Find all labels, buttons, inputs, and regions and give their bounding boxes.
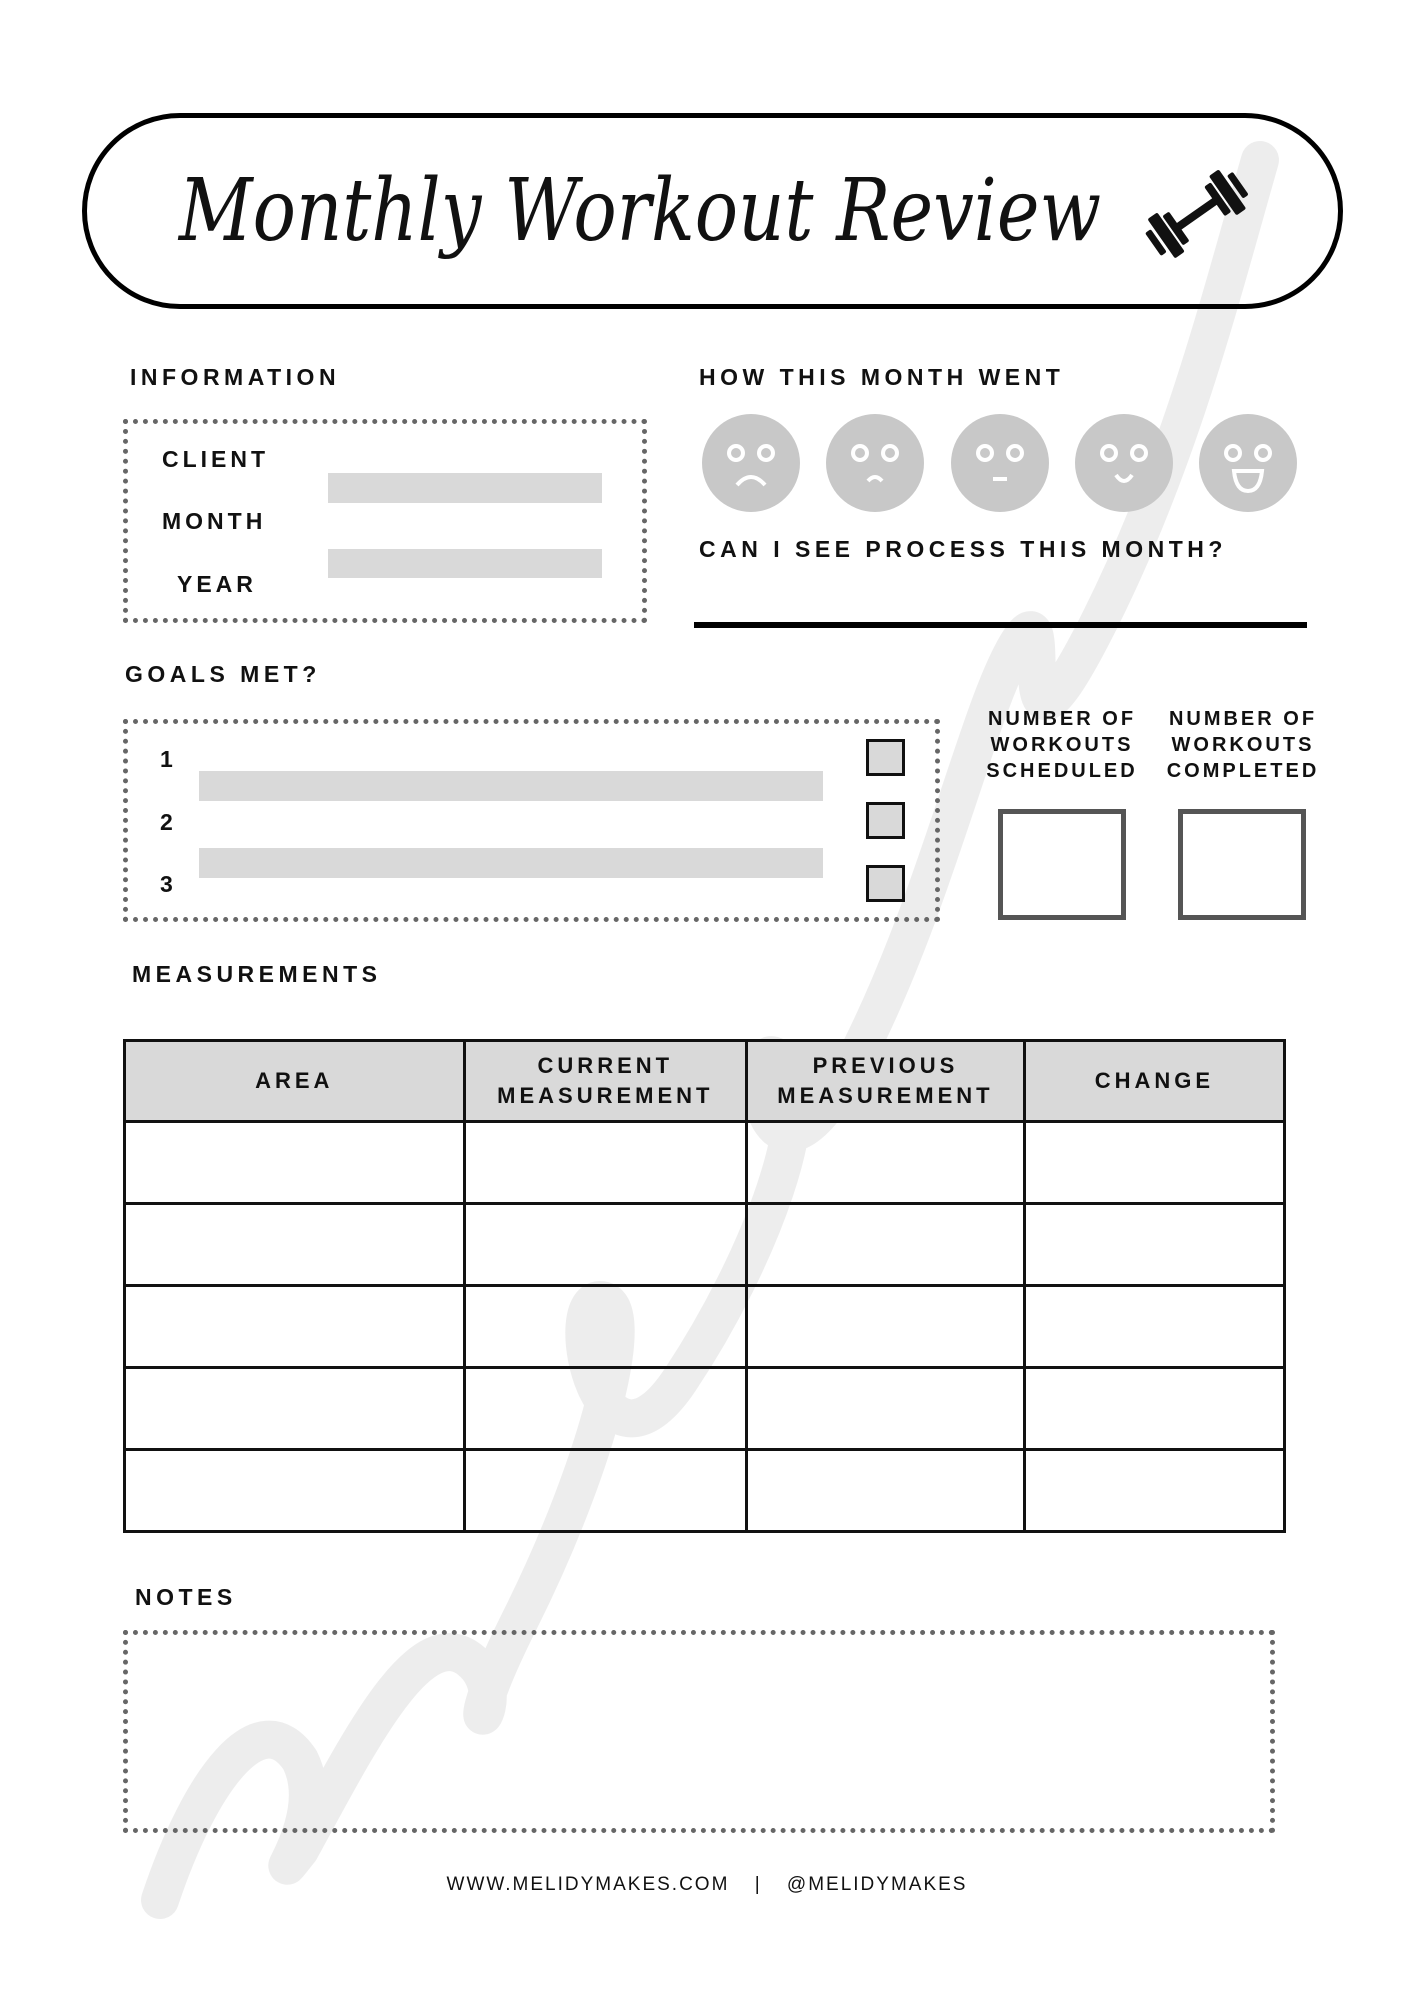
scheduled-label xyxy=(974,706,1150,784)
scheduled-label-line: NUMBER OF xyxy=(987,708,1137,730)
table-cell[interactable] xyxy=(464,1368,747,1450)
year-input[interactable] xyxy=(328,549,602,578)
scheduled-count-box[interactable] xyxy=(998,809,1126,920)
column-label: MEASUREMENT xyxy=(777,1083,994,1108)
table-cell[interactable] xyxy=(747,1204,1025,1286)
column-label: CURRENT xyxy=(537,1053,674,1078)
table-row xyxy=(125,1204,1285,1286)
very-sad-face-icon[interactable] xyxy=(702,414,800,512)
goal-checkbox-1[interactable] xyxy=(866,739,905,776)
scheduled-label-line: SCHEDULED xyxy=(986,760,1138,782)
table-cell[interactable] xyxy=(747,1368,1025,1450)
completed-label xyxy=(1155,706,1331,784)
table-cell[interactable] xyxy=(1024,1286,1284,1368)
goal-checkbox-2[interactable] xyxy=(866,802,905,839)
goals-heading: GOALS MET? xyxy=(125,661,321,687)
mood-faces xyxy=(700,412,1300,516)
table-cell[interactable] xyxy=(125,1450,465,1532)
progress-answer-line[interactable] xyxy=(694,622,1307,628)
column-label: CHANGE xyxy=(1094,1068,1215,1093)
dumbbell-icon xyxy=(1140,160,1255,270)
client-label: CLIENT xyxy=(162,446,270,472)
sad-face-icon[interactable] xyxy=(826,414,924,512)
table-cell[interactable] xyxy=(1024,1450,1284,1532)
completed-label-line: COMPLETED xyxy=(1166,760,1320,782)
table-cell[interactable] xyxy=(1024,1122,1284,1204)
information-heading: INFORMATION xyxy=(130,364,341,390)
completed-label-line: WORKOUTS xyxy=(1171,734,1315,756)
table-cell[interactable] xyxy=(464,1286,747,1368)
progress-question: CAN I SEE PROCESS THIS MONTH? xyxy=(699,536,1227,562)
year-label: YEAR xyxy=(177,571,257,597)
table-cell[interactable] xyxy=(747,1450,1025,1532)
table-cell[interactable] xyxy=(125,1122,465,1204)
month-label: MONTH xyxy=(162,508,267,534)
mood-heading: HOW THIS MONTH WENT xyxy=(699,364,1065,390)
page-title: Monthly Workout Review xyxy=(178,159,1102,261)
footer xyxy=(0,1874,1414,1896)
column-label: AREA xyxy=(255,1068,334,1093)
very-happy-face-icon[interactable] xyxy=(1199,414,1297,512)
column-current xyxy=(464,1041,747,1122)
column-previous xyxy=(747,1041,1025,1122)
column-label: PREVIOUS xyxy=(812,1053,959,1078)
goal-number-3: 3 xyxy=(160,871,177,897)
table-row xyxy=(125,1286,1285,1368)
table-cell[interactable] xyxy=(125,1368,465,1450)
goal-input-2[interactable] xyxy=(199,848,823,878)
goal-number-1: 1 xyxy=(160,746,177,772)
column-area xyxy=(125,1041,465,1122)
measurements-table xyxy=(123,1039,1286,1533)
completed-label-line: NUMBER OF xyxy=(1168,708,1318,730)
notes-heading: NOTES xyxy=(135,1584,237,1610)
column-label: MEASUREMENT xyxy=(497,1083,714,1108)
table-cell[interactable] xyxy=(1024,1204,1284,1286)
scheduled-label-line: WORKOUTS xyxy=(990,734,1134,756)
goal-number-2: 2 xyxy=(160,809,177,835)
goal-input-1[interactable] xyxy=(199,771,823,801)
footer-website[interactable]: WWW.MELIDYMAKES.COM xyxy=(446,1874,730,1895)
table-cell[interactable] xyxy=(125,1204,465,1286)
notes-box[interactable] xyxy=(123,1630,1275,1833)
happy-face-icon[interactable] xyxy=(1075,414,1173,512)
completed-count-box[interactable] xyxy=(1178,809,1306,920)
goals-box xyxy=(123,719,940,922)
table-cell[interactable] xyxy=(1024,1368,1284,1450)
table-cell[interactable] xyxy=(464,1122,747,1204)
table-cell[interactable] xyxy=(747,1122,1025,1204)
footer-handle[interactable]: @MELIDYMAKES xyxy=(786,1874,968,1895)
table-row xyxy=(125,1368,1285,1450)
neutral-face-icon[interactable] xyxy=(951,414,1049,512)
measurements-heading: MEASUREMENTS xyxy=(132,961,382,987)
table-cell[interactable] xyxy=(125,1286,465,1368)
table-cell[interactable] xyxy=(464,1204,747,1286)
goal-checkbox-3[interactable] xyxy=(866,865,905,902)
client-input[interactable] xyxy=(328,473,602,503)
table-header-row xyxy=(125,1041,1285,1122)
table-row xyxy=(125,1450,1285,1532)
table-cell[interactable] xyxy=(747,1286,1025,1368)
table-row xyxy=(125,1122,1285,1204)
column-change xyxy=(1024,1041,1284,1122)
footer-separator: | xyxy=(754,1874,762,1895)
table-cell[interactable] xyxy=(464,1450,747,1532)
